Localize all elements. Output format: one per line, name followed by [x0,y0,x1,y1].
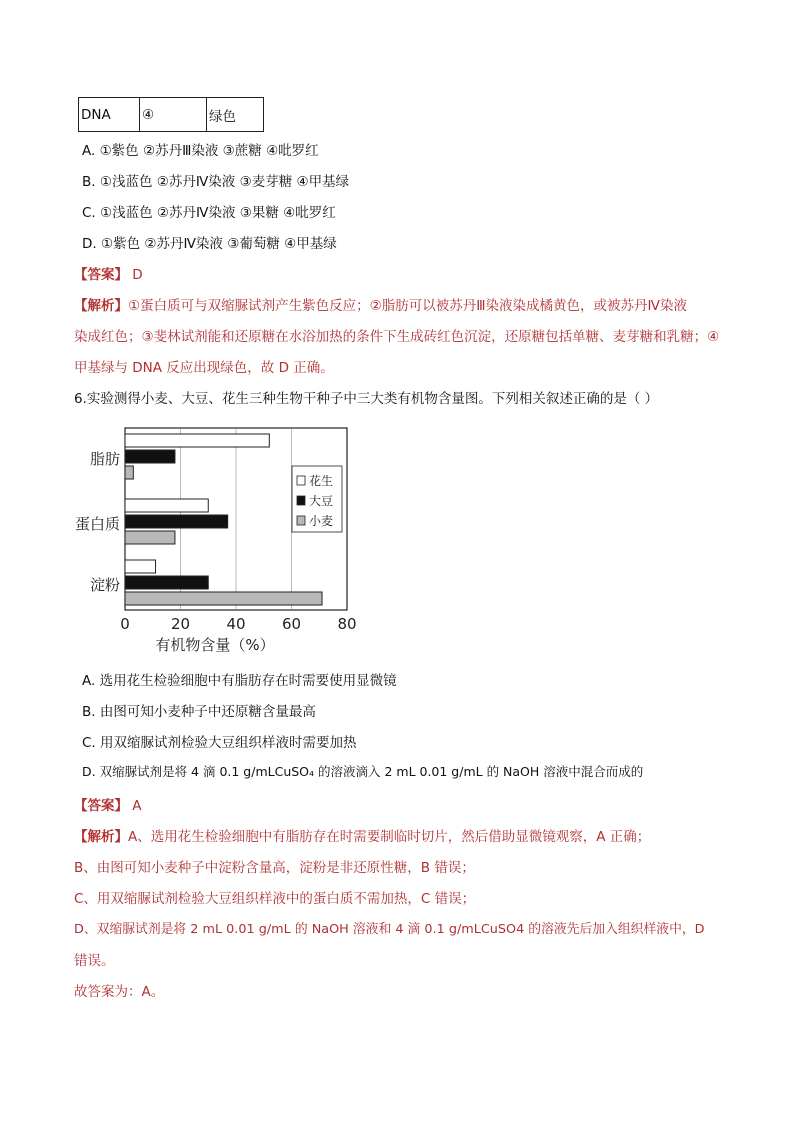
table-row [79,98,264,132]
legend-label: 小麦 [309,514,334,528]
legend-label: 大豆 [309,494,334,508]
bar-大豆-脂肪 [125,450,175,463]
x-tick-label: 80 [337,615,357,633]
q6-analysis-line-3: C、用双缩脲试剂检验大豆组织样液中的蛋白质不需加热，C 错误； [74,891,476,907]
analysis-text: A、选用花生检验细胞中有脂肪存在时需要制临时切片，然后借助显微镜观察，A 正确； [128,829,651,845]
table-cell: ④ [140,98,207,132]
analysis-label: 【解析】 [74,298,128,314]
q6-option-a: A. 选用花生检验细胞中有脂肪存在时需要使用显微镜 [82,673,397,689]
bar-大豆-蛋白质 [125,515,228,528]
organic-content-chart [70,422,360,658]
legend-swatch [297,516,305,525]
q6-analysis-line-2: B、由图可知小麦种子中淀粉含量高，淀粉是非还原性糖，B 错误； [74,860,475,876]
q6-option-c: C. 用双缩脲试剂检验大豆组织样液时需要加热 [82,735,357,751]
bar-小麦-蛋白质 [125,531,175,544]
table-cell: DNA [79,98,140,132]
answer-value: A [132,798,142,814]
bar-花生-脂肪 [125,434,269,447]
q6-stem: 6.实验测得小麦、大豆、花生三种生物干种子中三大类有机物含量图。下列相关叙述正确的是（ ） [74,391,659,407]
x-tick-label: 60 [281,615,302,633]
analysis-text: ①蛋白质可与双缩脲试剂产生紫色反应；②脂肪可以被苏丹Ⅲ染液染成橘黄色，或被苏丹Ⅳ染液 [128,298,687,314]
answer-label: 【答案】 [74,798,128,814]
answer-label: 【答案】 [74,267,128,283]
q6-analysis-line-1 [74,825,650,845]
x-tick-label: 0 [120,615,130,633]
category-label: 脂肪 [89,450,120,468]
bar-大豆-淀粉 [125,576,208,589]
category-label: 淀粉 [89,576,120,594]
q6-option-d: D. 双缩脲试剂是将 4 滴 0.1 g/mLCuSO₄ 的溶液滴入 2 mL 0.01 g/mL 的 NaOH 溶液中混合而成的 [82,764,644,779]
q5-analysis-line-2: 染成红色；③斐林试剂能和还原糖在水浴加热的条件下生成砖红色沉淀，还原糖包括单糖、麦芽糖和乳糖；④ [74,329,720,345]
q5-option-a: A. ①紫色 ②苏丹Ⅲ染液 ③蔗糖 ④吡罗红 [82,143,319,159]
q5-answer [74,263,143,283]
q6-answer [74,794,142,814]
q5-option-b: B. ①浅蓝色 ②苏丹Ⅳ染液 ③麦芽糖 ④甲基绿 [82,174,350,190]
x-axis-label: 有机物含量（%） [155,636,275,654]
legend-label: 花生 [309,474,334,488]
table-cell: 绿色 [207,98,264,132]
analysis-label: 【解析】 [74,829,128,845]
x-tick-label: 20 [170,615,191,633]
bar-花生-蛋白质 [125,499,208,512]
answer-table [78,97,264,132]
q6-option-b: B. 由图可知小麦种子中还原糖含量最高 [82,704,316,720]
q5-analysis-line-1 [74,294,687,314]
q6-conclusion: 故答案为：A。 [74,984,165,1000]
answer-value: D [132,267,143,283]
q5-analysis-line-3: 甲基绿与 DNA 反应出现绿色，故 D 正确。 [74,360,334,376]
category-label: 蛋白质 [74,515,120,533]
q6-analysis-line-4: D、双缩脲试剂是将 2 mL 0.01 g/mL 的 NaOH 溶液和 4 滴 0.1 g/mLCuSO4 的溶液先后加入组织样液中，D [74,922,705,937]
legend-swatch [297,496,305,505]
x-tick-label: 40 [226,615,246,633]
bar-小麦-淀粉 [125,592,322,605]
bar-小麦-脂肪 [125,466,133,479]
q6-analysis-line-5: 错误。 [74,953,115,969]
bar-花生-淀粉 [125,560,156,573]
q5-option-d: D. ①紫色 ②苏丹Ⅳ染液 ③葡萄糖 ④甲基绿 [82,236,337,252]
legend-swatch [297,476,305,485]
q5-option-c: C. ①浅蓝色 ②苏丹Ⅳ染液 ③果糖 ④吡罗红 [82,205,336,221]
